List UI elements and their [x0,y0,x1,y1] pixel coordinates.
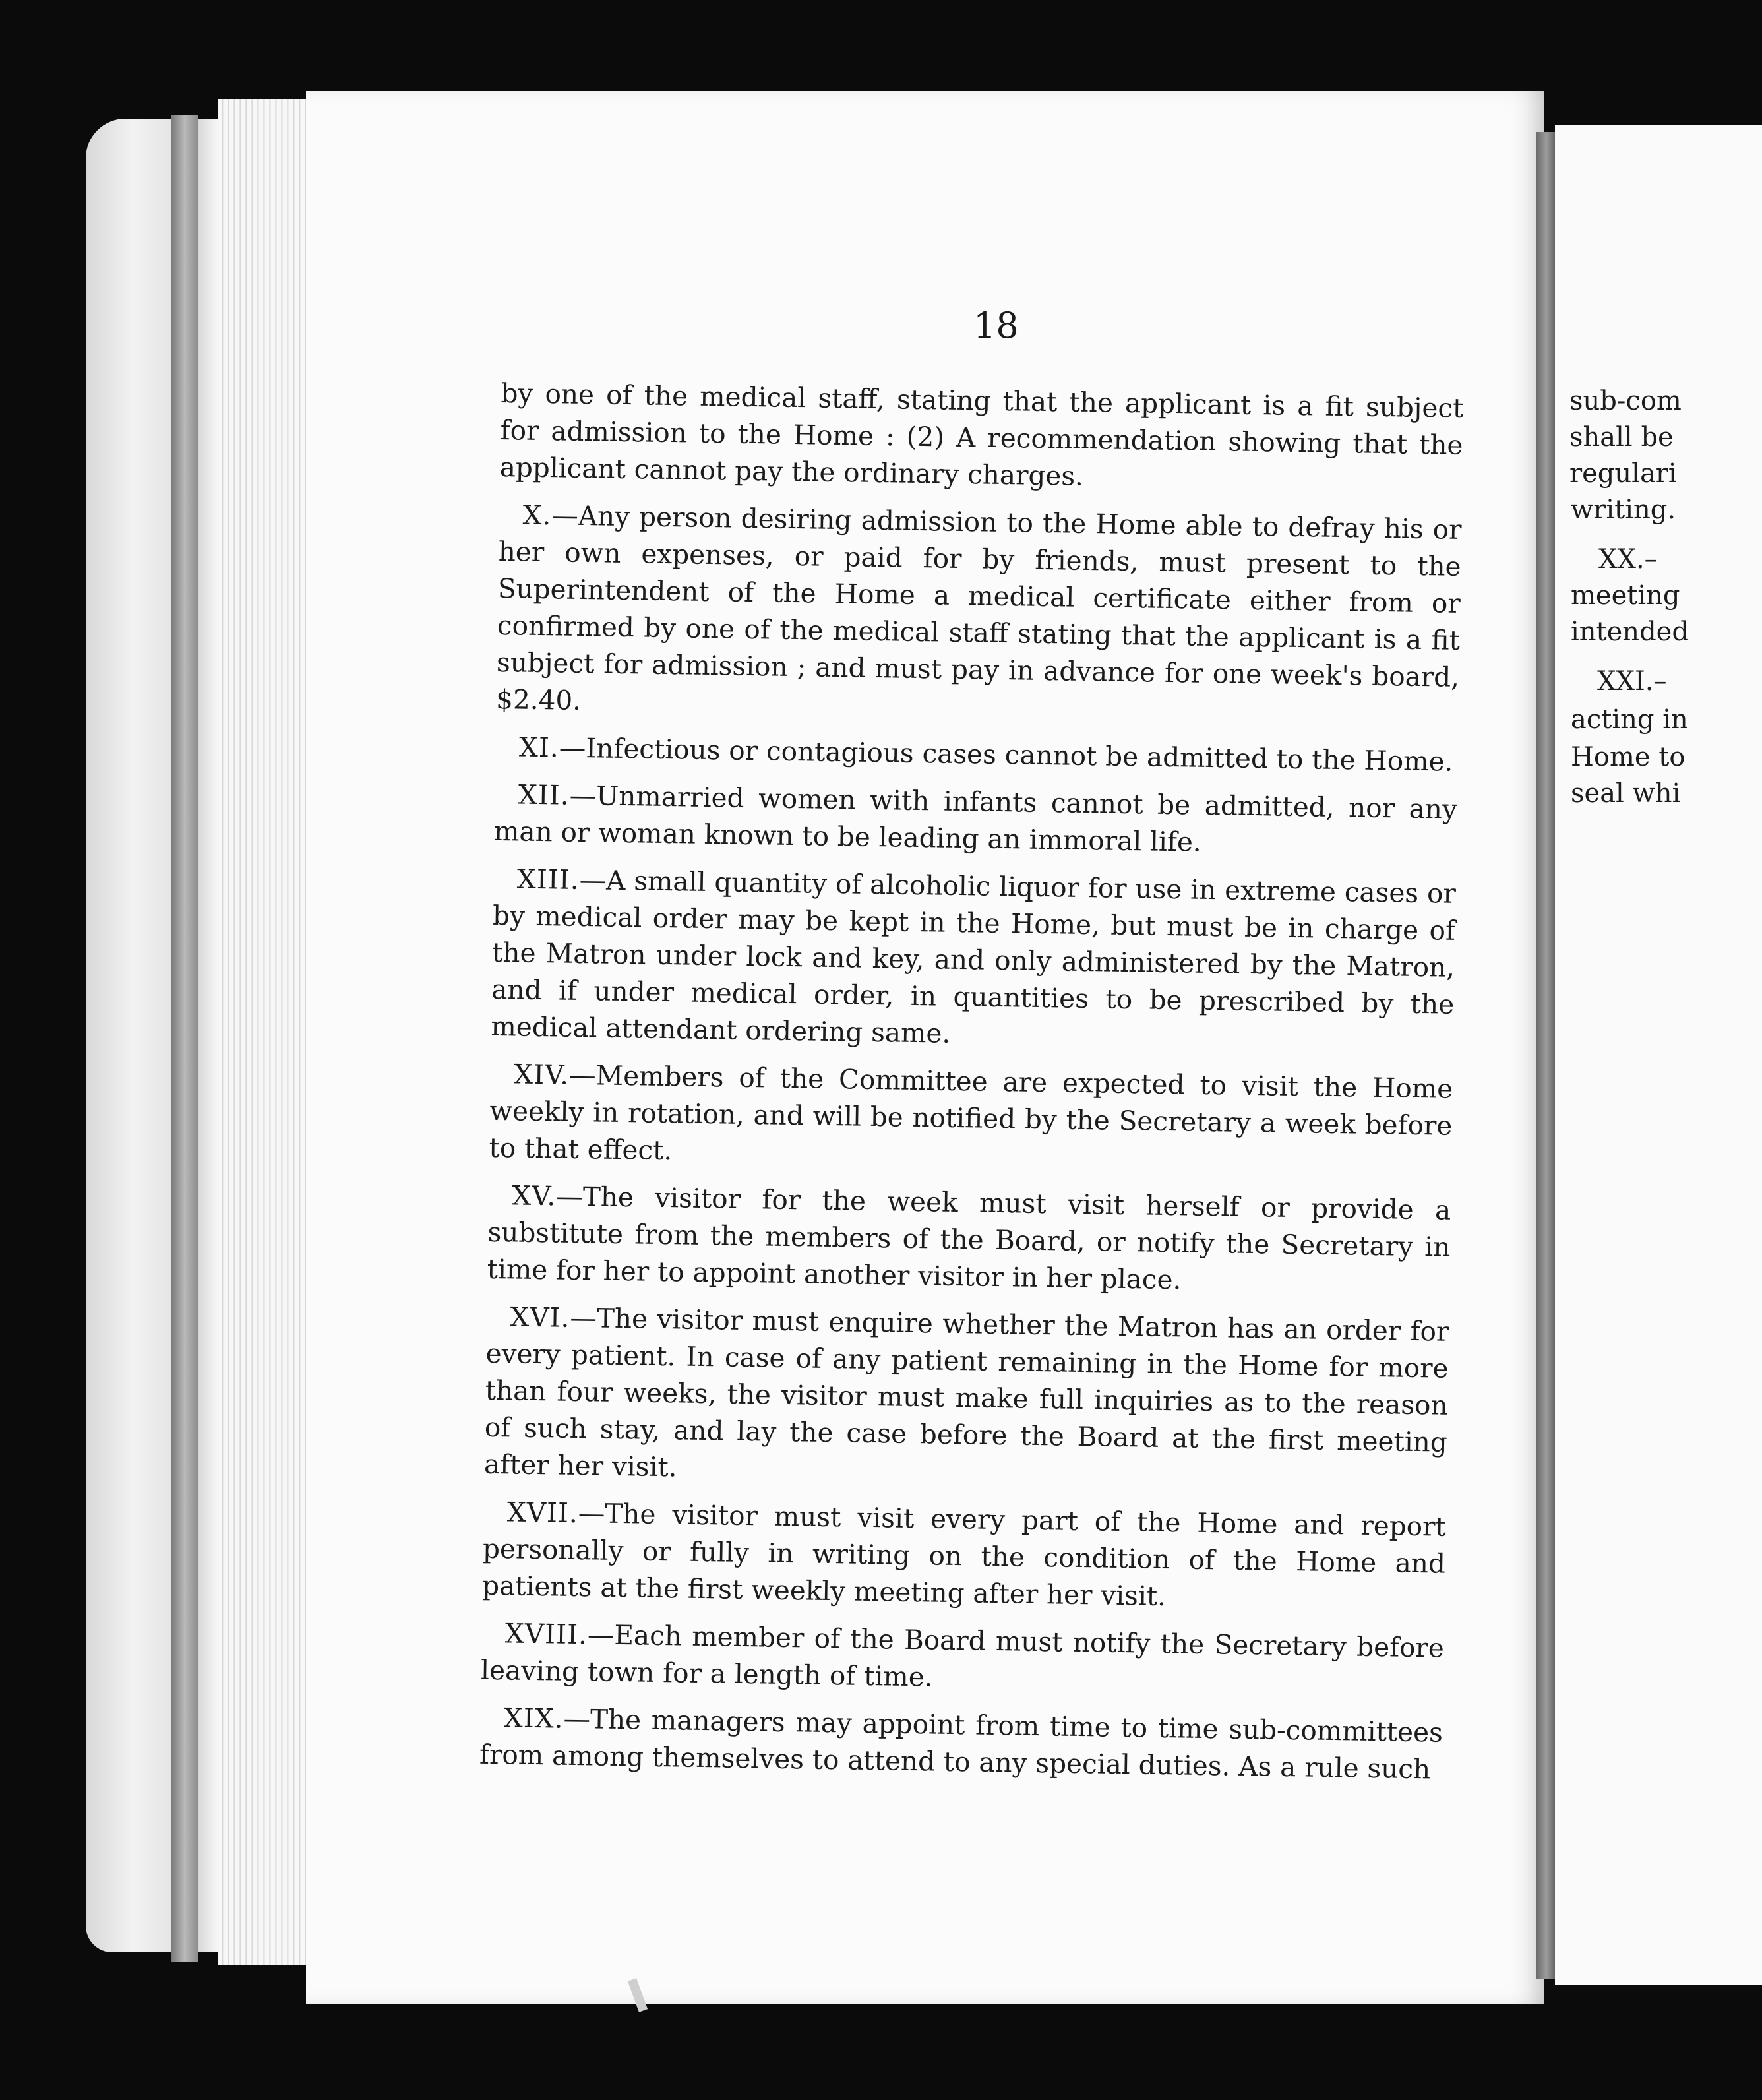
right-page-line: shall be [1569,422,1674,452]
rule-numeral: XVII. [506,1496,579,1529]
rule-text: —The managers may appoint from time to time sub-committees from among themselves to attend to any special duties. As a rule such [479,1702,1443,1785]
rule-numeral: XII. [518,778,570,811]
rule-numeral: XVIII. [504,1617,588,1651]
rule-text: —Members of the Committee are expected to visit the Home weekly in rotation, and will be notified by the Secretary a week before to that effect. [489,1059,1453,1167]
right-page-line: sub-com [1569,386,1682,416]
rule-xvi [484,1298,1449,1498]
book-spine-shadow [171,115,198,1962]
paragraph-text: by one of the medical staff, stating that the applicant is a fit subject for admission to the Home : (2) A recommendation showing that the applicant cannot pay the ordinary charges. [499,377,1464,492]
right-page-line: regulari [1569,458,1677,489]
rule-numeral: XVI. [510,1301,570,1334]
rule-xviii [481,1615,1445,1704]
rule-numeral: XIX. [503,1702,564,1735]
rule-numeral: XI. [518,731,560,764]
right-page-line: writing. [1571,495,1676,525]
right-page-line: meeting [1571,580,1680,611]
page-stack-edges [218,99,310,1965]
right-page-line: intended [1571,617,1689,647]
right-page-line: Home to [1571,742,1686,772]
rule-xvii [482,1493,1446,1619]
book-gutter [1536,132,1556,1979]
rule-text: —The visitor must enquire whether the Matron has an order for every patient. In case of any patient remaining in the Home for more than four weeks, the visitor must make full inquiries as to the reason of such stay, and lay the case before the Board at the first meeting after her visit. [483,1301,1449,1483]
rule-xi [495,728,1459,780]
rule-xiv [489,1055,1453,1181]
rule-xiii [491,860,1456,1060]
rule-text: —Each member of the Board must notify the Secretary before leaving town for a length of time. [480,1619,1445,1693]
rule-text: —The visitor for the week must visit herself or provide a substitute from the members of the Board, or notify the Secretary in time for her to appoint another visitor in her place. [487,1180,1451,1296]
paragraph-continuation [499,375,1463,501]
rule-numeral: X. [522,499,552,532]
page-number: 18 [973,305,1019,346]
right-page-line: XXI.– [1597,666,1667,696]
rule-xii [494,776,1458,865]
rule-text: —The visitor must visit every part of the Home and report personally or fully in writing on the condition of the Home and patients at the first weekly meeting after her visit. [481,1497,1447,1613]
right-page-line: seal whi [1571,778,1681,809]
page-body [479,375,1463,1799]
rule-numeral: XIV. [513,1058,570,1091]
rule-text: —A small quantity of alcoholic liquor for use in extreme cases or by medical order may be kept in the Home, but must be in charge of the Matron under lock and key, and only administered by the Matron, and if under medical order, in quantities to be prescribed by the medical attendant ordering same. [491,863,1457,1049]
rule-xix [479,1699,1443,1788]
rule-x [496,496,1462,733]
rule-text: —Any person desiring admission to the Home able to defray his or her own expenses, or paid for by friends, must present to the Superintendent of the Home a medical certificate either from or confirmed by one of the medical staff stating that the applicant is a fit subject for admission ; and must pay in advance for one week's board, $2.40. [495,499,1462,716]
rule-xv [487,1177,1451,1303]
rule-text: —Unmarried women with infants cannot be admitted, nor any man or woman known to be leading an immoral life. [493,779,1458,858]
rule-numeral: XV. [512,1179,557,1212]
right-page-line: acting in [1571,704,1688,735]
right-page [1555,125,1762,1985]
right-page-line: XX.– [1598,544,1658,574]
rule-text: —Infectious or contagious cases cannot be admitted to the Home. [559,731,1453,778]
rule-numeral: XIII. [516,863,580,896]
